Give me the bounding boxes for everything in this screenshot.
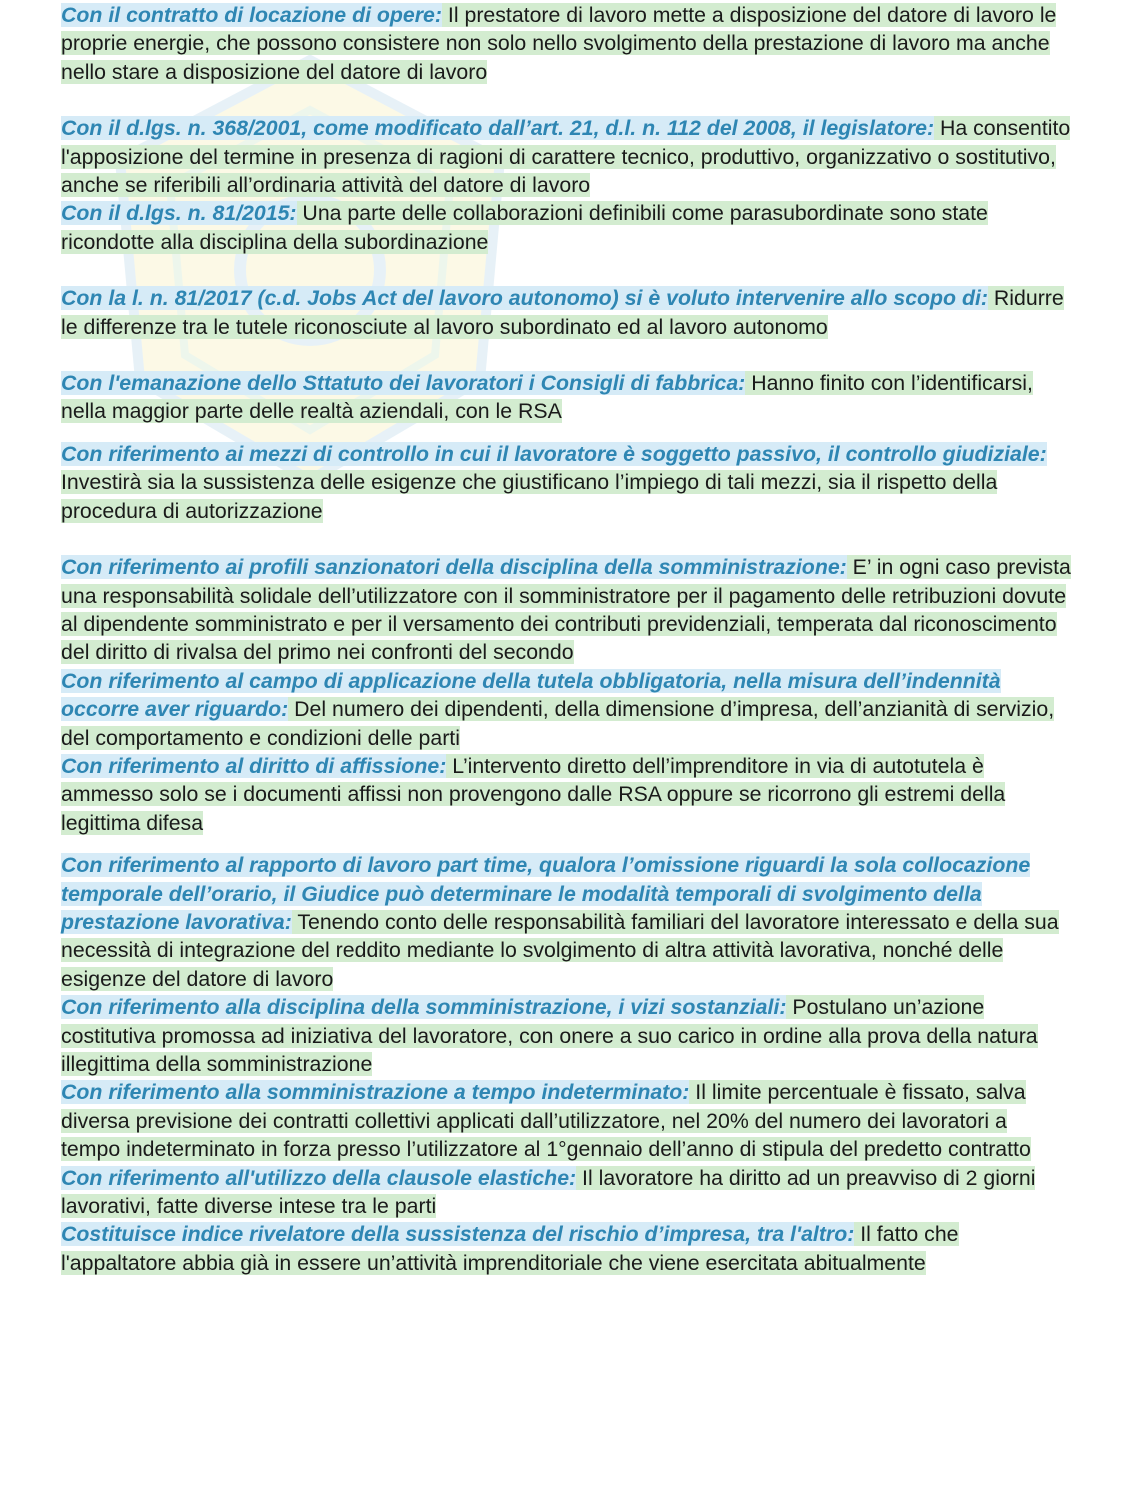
entry-question: Con il d.lgs. n. 368/2001, come modificato dall’art. 21, d.l. n. 112 del 2008, il legislatore: xyxy=(61,116,935,141)
entry-question: Con riferimento all'utilizzo della clausole elastiche: xyxy=(61,1165,577,1190)
entry-question: Con riferimento al diritto di affissione: xyxy=(61,753,447,778)
entry xyxy=(61,440,1071,525)
entry-answer: Tenendo conto delle responsabilità familiari del lavoratore interessato e della sua necessità di integrazione del reddito mediante lo svolgimento di altra attività lavorativa, nonché delle esigenze del datore di lavoro xyxy=(61,909,1059,991)
entry-question: Con riferimento ai mezzi di controllo in cui il lavoratore è soggetto passivo, il controllo giudiziale: xyxy=(61,441,1047,466)
entry xyxy=(61,1078,1071,1163)
entry xyxy=(61,553,1071,667)
entry-answer: Il fatto che l'appaltatore abbia già in essere un’attività imprenditoriale che viene esercitata abitualmente xyxy=(61,1222,959,1275)
entry xyxy=(61,667,1071,752)
entry-question: Con riferimento al campo di applicazione della tutela obbligatoria, nella misura dell’indennità occorre aver riguardo: xyxy=(61,668,1001,722)
entry-answer: Una parte delle collaborazioni definibili come parasubordinate sono state ricondotte alla disciplina della subordinazione xyxy=(61,201,988,254)
entry-answer: Postulano un’azione costitutiva promossa ad iniziativa del lavoratore, con onere a suo carico in ordine alla prova della natura illegittima della somministrazione xyxy=(61,995,1038,1076)
entry xyxy=(61,369,1071,426)
entry-answer: Il prestatore di lavoro mette a disposizione del datore di lavoro le proprie energie, che possono consistere non solo nello svolgimento della prestazione di lavoro ma anche nello stare a disposizione del datore di lavoro xyxy=(61,3,1057,84)
entry xyxy=(61,1220,1071,1277)
entry-question: Con riferimento alla somministrazione a tempo indeterminato: xyxy=(61,1080,690,1105)
entry-question: Con riferimento alla disciplina della somministrazione, i vizi sostanziali: xyxy=(61,995,787,1020)
entry xyxy=(61,993,1071,1078)
entry xyxy=(61,199,1071,256)
document-page xyxy=(61,1,1071,1277)
entry xyxy=(61,284,1071,341)
entry-question: Con il contratto di locazione di opere: xyxy=(61,3,442,27)
entry-question: Costituisce indice rivelatore della sussistenza del rischio d’impresa, tra l'altro: xyxy=(61,1222,855,1247)
entry-answer: E’ in ogni caso prevista una responsabilità solidale dell’utilizzatore con il somministratore per il pagamento delle retribuzioni dovute al dipendente somministrato e per il versamento dei contributi previdenziali, temperata dal riconoscimento del diritto di rivalsa del primo nei confronti del secondo xyxy=(61,555,1071,665)
entry-question: Con riferimento ai profili sanzionatori della disciplina della somministrazione: xyxy=(61,555,847,580)
entry-question: Con riferimento al rapporto di lavoro part time, qualora l’omissione riguardi la sola collocazione temporale dell’orario, il Giudice può determinare le modalità temporali di svolgimento della prestazione lavorativa: xyxy=(61,853,1031,934)
entry-answer: Hanno finito con l’identificarsi, nella maggior parte delle realtà aziendali, con le RSA xyxy=(61,371,1033,424)
entry-answer: Ridurre le differenze tra le tutele riconosciute al lavoro subordinato ed al lavoro autonomo xyxy=(61,286,1064,339)
entry-answer: Il limite percentuale è fissato, salva diversa previsione dei contratti collettivi applicati dall’utilizzatore, nel 20% del numero dei lavoratori a tempo indeterminato in forza presso l’utilizzatore al 1°gennaio dell’anno di stipula del predetto contratto xyxy=(61,1080,1031,1162)
entry-question: Con l'emanazione dello Sttatuto dei lavoratori i Consigli di fabbrica: xyxy=(61,371,746,396)
entry-answer: Investirà sia la sussistenza delle esigenze che giustificano l’impiego di tali mezzi, sia il rispetto della procedura di autorizzazione xyxy=(61,470,998,523)
entry-question: Con il d.lgs. n. 81/2015: xyxy=(61,201,297,226)
entry xyxy=(61,851,1071,993)
entry-answer: Del numero dei dipendenti, della dimensione d’impresa, dell’anzianità di servizio, del comportamento e condizioni delle parti xyxy=(61,697,1055,750)
entry-answer: Il lavoratore ha diritto ad un preavviso di 2 giorni lavorativi, fatte diverse intese tra le parti xyxy=(61,1165,1036,1219)
entry xyxy=(61,752,1071,837)
entry xyxy=(61,1,1071,86)
entry-answer: Ha consentito l'apposizione del termine in presenza di ragioni di carattere tecnico, produttivo, organizzativo o sostitutivo, anche se riferibili all’ordinaria attività del datore di lavoro xyxy=(61,116,1071,198)
entry xyxy=(61,114,1071,199)
entry-question: Con la l. n. 81/2017 (c.d. Jobs Act del lavoro autonomo) si è voluto intervenire allo scopo di: xyxy=(61,286,988,311)
entry xyxy=(61,1164,1071,1221)
entry-answer: L’intervento diretto dell’imprenditore in via di autotutela è ammesso solo se i documenti affissi non provengono dalle RSA oppure se ricorrono gli estremi della legittima difesa xyxy=(61,753,1006,835)
